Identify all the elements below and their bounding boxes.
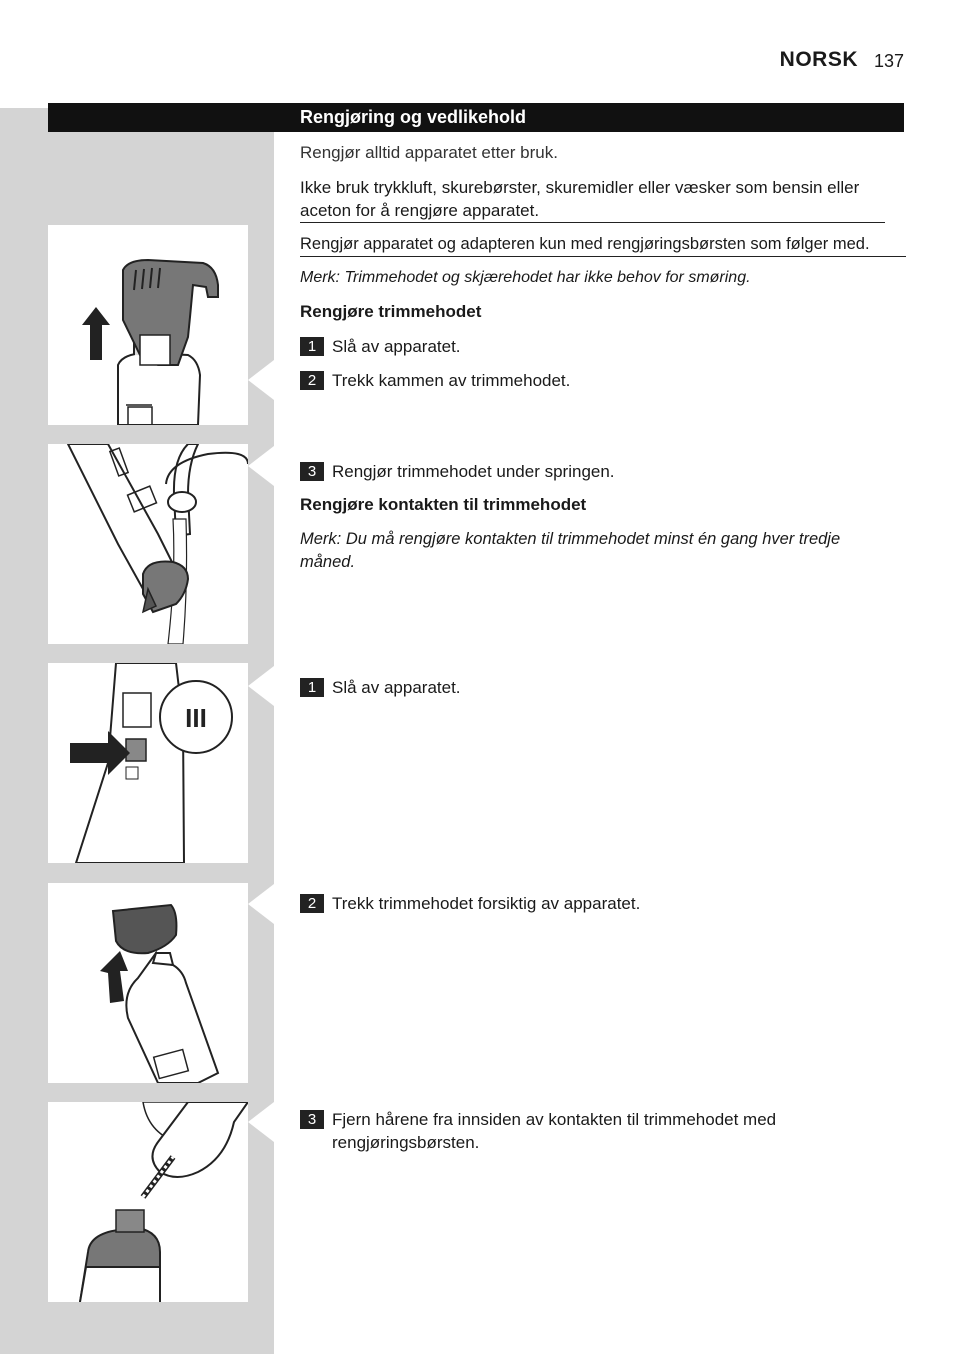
figure-pointer — [248, 446, 274, 486]
step-text: Slå av apparatet. — [332, 337, 461, 356]
step-number: 2 — [300, 371, 324, 390]
step-text: Slå av apparatet. — [332, 678, 461, 697]
warning-text-2: Rengjør apparatet og adapteren kun med rengjøringsbørsten som følger med. — [300, 233, 906, 257]
intro-text: Rengjør alltid apparatet etter bruk. — [300, 143, 558, 162]
contact-step-3 — [300, 1108, 860, 1154]
contact-step-1 — [300, 676, 461, 699]
step-number: 3 — [300, 462, 324, 481]
step-number: 3 — [300, 1110, 324, 1129]
step-text: Rengjør trimmehodet under springen. — [332, 462, 615, 481]
contact-step-2 — [300, 892, 640, 915]
contact-note: Merk: Du må rengjøre kontakten til trimmehodet minst én gang hver tredje måned. — [300, 530, 841, 571]
step-number: 1 — [300, 678, 324, 697]
step-text: Trekk trimmehodet forsiktig av apparatet. — [332, 894, 641, 913]
step-text: Trekk kammen av trimmehodet. — [332, 371, 571, 390]
step-text: Fjern hårene fra innsiden av kontakten til trimmehodet med rengjøringsbørsten. — [332, 1110, 777, 1152]
subsection-title-trimhead: Rengjøre trimmehodet — [300, 302, 482, 321]
trimhead-step-3 — [300, 460, 615, 483]
switch-off-illustration — [48, 663, 248, 863]
section-header-bar — [48, 103, 904, 132]
lubrication-note: Merk: Trimmehodet og skjærehodet har ikke behov for smøring. — [300, 269, 751, 286]
warning-text-1: Ikke bruk trykkluft, skurebørster, skuremidler eller væsker som bensin eller aceton for å rengjøre apparatet. — [300, 176, 890, 223]
trimhead-step-2 — [300, 369, 570, 392]
step-number: 2 — [300, 894, 324, 913]
page-number: 137 — [874, 51, 905, 71]
comb-removal-illustration — [48, 225, 248, 425]
figure-pointer — [248, 1102, 274, 1142]
figure-pointer — [248, 360, 274, 400]
trimhead-step-1 — [300, 335, 461, 358]
section-title: Rengjøring og vedlikehold — [300, 107, 527, 127]
brush-cleaning-illustration — [48, 1102, 248, 1302]
step-number: 1 — [300, 337, 324, 356]
language-label: NORSK — [779, 48, 858, 71]
callout-symbol: III — [185, 703, 207, 733]
rinse-under-tap-illustration — [48, 444, 248, 644]
trimmer-head-removal-illustration — [48, 883, 248, 1083]
figure-pointer — [248, 666, 274, 706]
figure-pointer — [248, 884, 274, 924]
subsection-title-contact: Rengjøre kontakten til trimmehodet — [300, 495, 587, 514]
